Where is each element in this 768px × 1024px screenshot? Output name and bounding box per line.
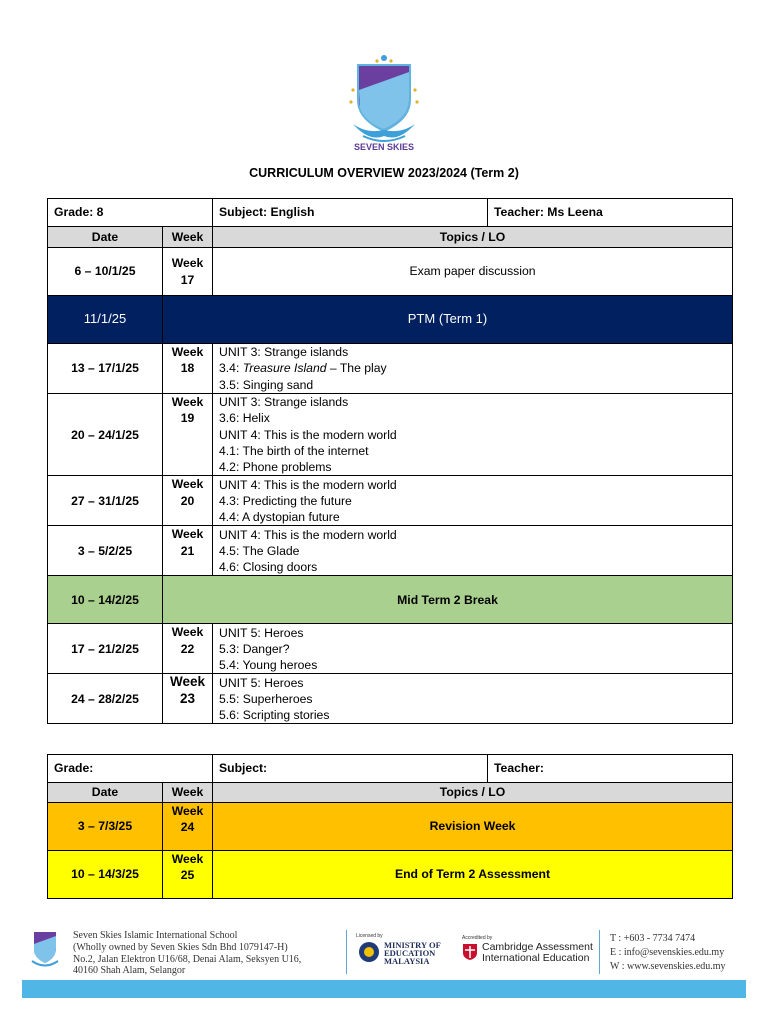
footer-color-bar <box>22 980 746 998</box>
topic-cell: UNIT 4: This is the modern world 4.5: The Glade 4.6: Closing doors <box>213 526 733 576</box>
teacher-cell: Teacher: <box>488 755 733 783</box>
topic-cell: UNIT 3: Strange islands 3.6: Helix UNIT 4: This is the modern world 4.1: The birth of the internet 4.2: Phone problems <box>213 394 733 476</box>
table-row <box>48 344 733 394</box>
event-cell: End of Term 2 Assessment <box>213 851 733 899</box>
header-week: Week <box>163 227 213 248</box>
table-row <box>48 296 733 344</box>
week-cell: Week 24 <box>163 803 213 851</box>
assessment-table <box>47 754 733 899</box>
subject-cell: Subject: English <box>213 199 488 227</box>
date-cell: 3 – 7/3/25 <box>48 803 163 851</box>
header-topics: Topics / LO <box>213 227 733 248</box>
date-cell: 6 – 10/1/25 <box>48 248 163 296</box>
topic-cell: Exam paper discussion <box>213 248 733 296</box>
week-cell: Week 19 <box>163 394 213 476</box>
grade-cell: Grade: 8 <box>48 199 213 227</box>
topic-cell: UNIT 3: Strange islands 3.4: Treasure Island – The play 3.5: Singing sand <box>213 344 733 394</box>
table-row <box>48 851 733 899</box>
teacher-cell: Teacher: Ms Leena <box>488 199 733 227</box>
moe-license: Licensed by MINISTRY OF EDUCATION MALAYSIA <box>356 933 441 966</box>
header-week: Week <box>163 783 213 803</box>
table-row <box>48 526 733 576</box>
date-cell: 24 – 28/2/25 <box>48 674 163 724</box>
grade-cell: Grade: <box>48 755 213 783</box>
header-topics: Topics / LO <box>213 783 733 803</box>
cambridge-shield-icon <box>462 943 478 961</box>
footer-contact: T : +603 - 7734 7474 E : info@sevenskies.edu.my W : www.sevenskies.edu.my <box>610 933 726 972</box>
cambridge-accreditation: Accredited by Cambridge Assessment International Education <box>462 935 593 964</box>
week-cell: Week 23 <box>163 674 213 724</box>
school-logo <box>343 50 425 154</box>
event-cell: Revision Week <box>213 803 733 851</box>
table-row <box>48 248 733 296</box>
topic-cell: UNIT 5: Heroes 5.5: Superheroes 5.6: Scripting stories <box>213 674 733 724</box>
week-cell: Week 25 <box>163 851 213 899</box>
date-cell: 3 – 5/2/25 <box>48 526 163 576</box>
table-row <box>48 576 733 624</box>
table-row <box>48 394 733 476</box>
footer-school-info: Seven Skies Islamic International School (Wholly owned by Seven Skies Sdn Bhd 1079147-H) No.2, Jalan Elektron U16/68, Denai Alam, Seksyen U16, 40160 Shah Alam, Selangor <box>73 930 302 977</box>
subject-cell: Subject: <box>213 755 488 783</box>
header-date: Date <box>48 227 163 248</box>
topic-cell: UNIT 5: Heroes 5.3: Danger? 5.4: Young heroes <box>213 624 733 674</box>
date-cell: 20 – 24/1/25 <box>48 394 163 476</box>
date-cell: 13 – 17/1/25 <box>48 344 163 394</box>
header-date: Date <box>48 783 163 803</box>
topic-cell: UNIT 4: This is the modern world 4.3: Predicting the future 4.4: A dystopian future <box>213 476 733 526</box>
week-cell: Week 17 <box>163 248 213 296</box>
table-row <box>48 674 733 724</box>
table-row <box>48 803 733 851</box>
curriculum-table-term2 <box>47 198 733 724</box>
table-row <box>48 624 733 674</box>
date-cell: 17 – 21/2/25 <box>48 624 163 674</box>
footer-logo <box>30 928 60 970</box>
week-cell: Week 22 <box>163 624 213 674</box>
moe-crest-icon <box>358 941 380 963</box>
date-cell: 27 – 31/1/25 <box>48 476 163 526</box>
date-cell: 10 – 14/2/25 <box>48 576 163 624</box>
event-cell: Mid Term 2 Break <box>163 576 733 624</box>
date-cell: 11/1/25 <box>48 296 163 344</box>
week-cell: Week 18 <box>163 344 213 394</box>
date-cell: 10 – 14/3/25 <box>48 851 163 899</box>
week-cell: Week 20 <box>163 476 213 526</box>
week-cell: Week 21 <box>163 526 213 576</box>
logo-text: SEVEN SKIES <box>353 142 415 152</box>
page-title: CURRICULUM OVERVIEW 2023/2024 (Term 2) <box>249 166 519 180</box>
event-cell: PTM (Term 1) <box>163 296 733 344</box>
table-row <box>48 476 733 526</box>
